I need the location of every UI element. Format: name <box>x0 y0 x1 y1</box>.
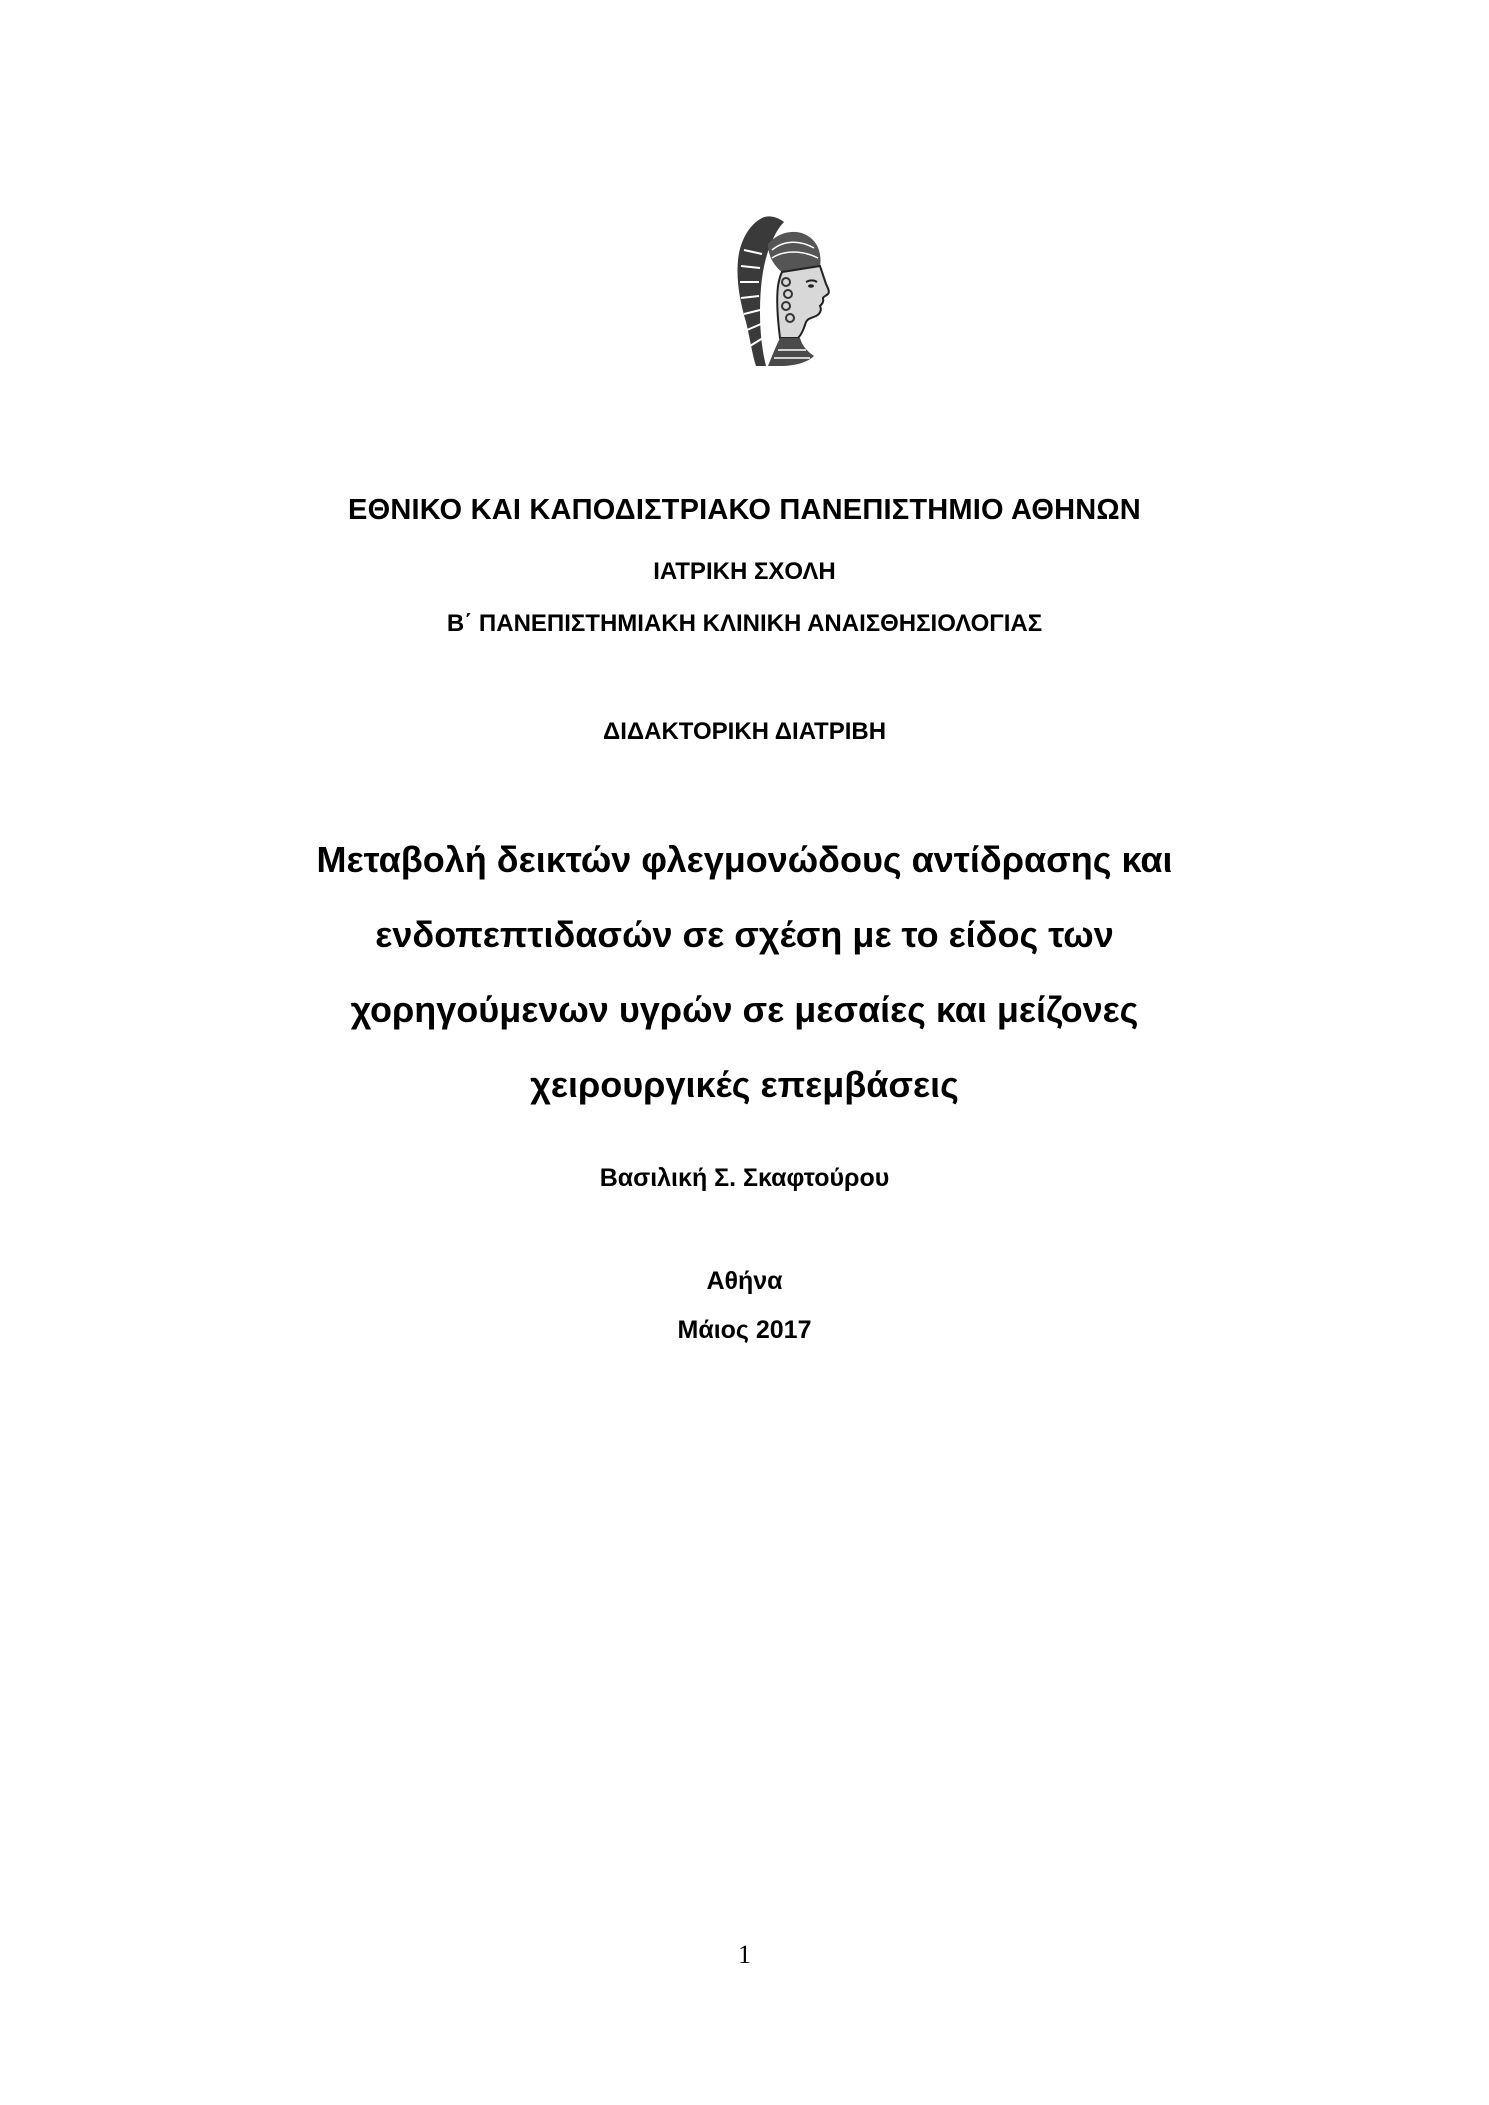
thesis-title-line: Μεταβολή δεικτών φλεγμονώδους αντίδρασης και <box>316 839 1173 880</box>
author-name: Βασιλική Σ. Σκαφτούρου <box>599 1164 890 1192</box>
university-name: ΕΘΝΙΚΟ ΚΑΙ ΚΑΠΟΔΙΣΤΡΙΑΚΟ ΠΑΝΕΠΙΣΤΗΜΙΟ ΑΘΗΝΩΝ <box>348 494 1141 526</box>
school-name: ΙΑΤΡΙΚΗ ΣΧΟΛΗ <box>653 558 836 585</box>
thesis-title-line: χειρουργικές επεμβάσεις <box>530 1064 959 1105</box>
place: Αθήνα <box>706 1267 783 1295</box>
thesis-title <box>0 822 1489 1122</box>
date: Μάιος 2017 <box>677 1316 812 1344</box>
thesis-title-line: ενδοπεπτιδασών σε σχέση με το είδος των <box>375 914 1114 955</box>
page-number: 1 <box>738 1940 751 1969</box>
thesis-title-line: χορηγούμενων υγρών σε μεσαίες και μείζονες <box>350 989 1139 1030</box>
clinic-name: Β΄ ΠΑΝΕΠΙΣΤΗΜΙΑΚΗ ΚΛΙΝΙΚΗ ΑΝΑΙΣΘΗΣΙΟΛΟΓΙΑΣ <box>446 610 1043 637</box>
athena-head-emblem-icon <box>722 210 838 370</box>
document-type: ΔΙΔΑΚΤΟΡΙΚΗ ΔΙΑΤΡΙΒΗ <box>602 718 887 745</box>
